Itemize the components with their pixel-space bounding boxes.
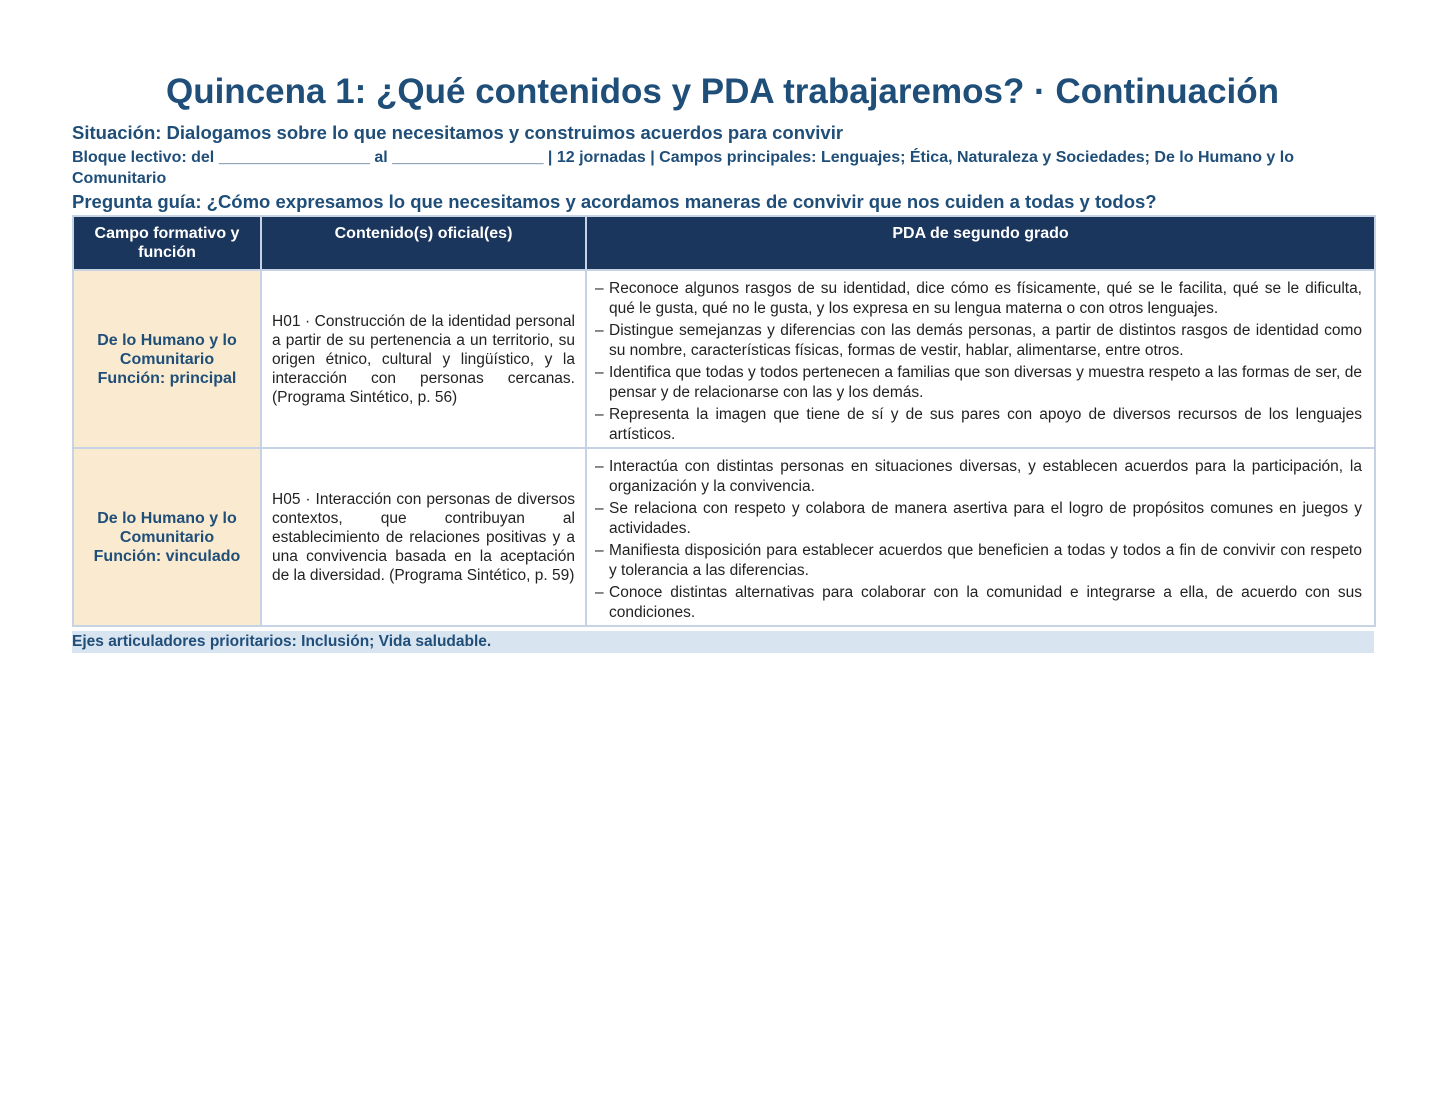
- pda-cell: [586, 270, 1375, 448]
- pda-item: [595, 279, 1362, 319]
- pda-item: [595, 405, 1362, 445]
- dash-bullet: –: [595, 322, 604, 339]
- pda-table: [72, 215, 1376, 627]
- table-header-row: [73, 216, 1375, 270]
- campo-funcion: Función: vinculado: [93, 547, 241, 565]
- pda-text: Identifica que todas y todos pertenecen a familias que son diversas y muestra respeto a las formas de ser, de pensar y de relacionarse con las y los demás.: [609, 364, 1362, 401]
- header-contenido: Contenido(s) oficial(es): [261, 216, 586, 270]
- ejes-articuladores: Ejes articuladores prioritarios: Inclusión; Vida saludable.: [72, 631, 1374, 653]
- pda-item: [595, 583, 1362, 623]
- pda-text: Manifiesta disposición para establecer acuerdos que beneficien a todas y todos a fin de convivir con respeto y tolerancia a las diferencias.: [609, 542, 1362, 579]
- pda-item: [595, 541, 1362, 581]
- campo-cell: [73, 448, 261, 626]
- pda-text: Conoce distintas alternativas para colaborar con la comunidad e integrarse a ella, de acuerdo con sus condiciones.: [609, 584, 1362, 621]
- campo-funcion: Función: principal: [97, 369, 237, 387]
- pda-item: [595, 321, 1362, 361]
- dash-bullet: –: [595, 584, 604, 601]
- pda-text: Interactúa con distintas personas en situaciones diversas, y establecen acuerdos para la participación, la organización y la convivencia.: [609, 458, 1362, 495]
- dash-bullet: –: [595, 542, 604, 559]
- campo-name: De lo Humano y lo Comunitario: [97, 331, 237, 368]
- pda-cell: [586, 448, 1375, 626]
- campo-cell: [73, 270, 261, 448]
- situacion-line: Situación: Dialogamos sobre lo que necesitamos y construimos acuerdos para convivir: [72, 122, 844, 143]
- pda-item: [595, 499, 1362, 539]
- dash-bullet: –: [595, 406, 604, 423]
- campo-name: De lo Humano y lo Comunitario: [97, 509, 237, 546]
- pda-text: Se relaciona con respeto y colabora de manera asertiva para el logro de propósitos comunes en juegos y actividades.: [609, 500, 1362, 537]
- dash-bullet: –: [595, 458, 604, 475]
- contenido-cell: H05 · Interacción con personas de diversos contextos, que contribuyan al establecimiento de relaciones positivas y a una convivencia basada en la aceptación de la diversidad. (Programa Sintético, p. 59): [261, 448, 586, 626]
- header-campo: Campo formativo y función: [73, 216, 261, 270]
- page-title: Quincena 1: ¿Qué contenidos y PDA trabajaremos? · Continuación: [165, 72, 1280, 111]
- table-row: [73, 448, 1375, 626]
- pregunta-guia: Pregunta guía: ¿Cómo expresamos lo que necesitamos y acordamos maneras de convivir que nos cuiden a todas y todos?: [72, 191, 1157, 212]
- pda-text: Reconoce algunos rasgos de su identidad, dice cómo es físicamente, qué se le facilita, qué se le dificulta, qué le gusta, qué no le gusta, y los expresa en su lengua materna o con otros lenguajes.: [609, 280, 1362, 317]
- header-pda: PDA de segundo grado: [586, 216, 1375, 270]
- pda-text: Distingue semejanzas y diferencias con las demás personas, a partir de distintos rasgos de identidad como su nombre, características físicas, formas de vestir, hablar, alimentarse, entre otros.: [609, 322, 1362, 359]
- dash-bullet: –: [595, 500, 604, 517]
- bloque-line: Bloque lectivo: del _________________ al _________________ | 12 jornadas | Campos principales: Lenguajes; Ética, Naturaleza y Sociedades; De lo Humano y lo Comunitario: [72, 149, 1294, 187]
- pda-item: [595, 457, 1362, 497]
- contenido-cell: H01 · Construcción de la identidad personal a partir de su pertenencia a un territorio, su origen étnico, cultural y lingüístico, y la interacción con personas cercanas. (Programa Sintético, p. 56): [261, 270, 586, 448]
- table-row: [73, 270, 1375, 448]
- pda-item: [595, 363, 1362, 403]
- dash-bullet: –: [595, 364, 604, 381]
- pda-text: Representa la imagen que tiene de sí y de sus pares con apoyo de diversos recursos de los lenguajes artísticos.: [609, 406, 1362, 443]
- dash-bullet: –: [595, 280, 604, 297]
